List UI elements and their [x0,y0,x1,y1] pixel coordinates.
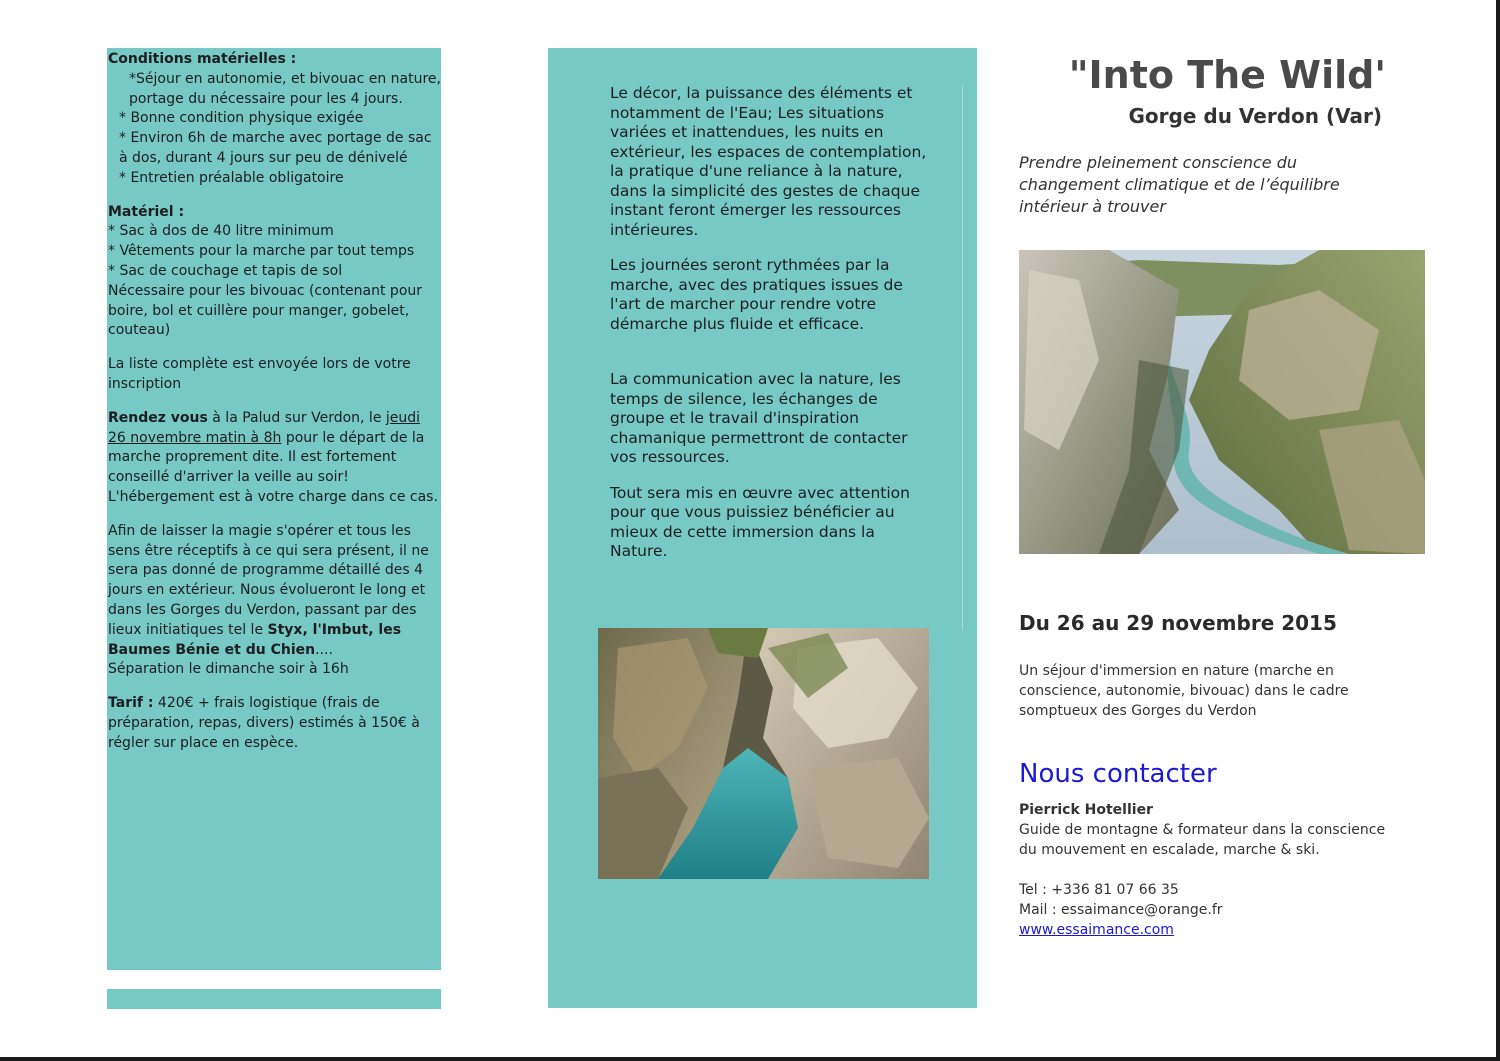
contact-name: Pierrick Hotellier [1019,802,1153,818]
materiel-item: * Sac de couchage et tapis de sol [108,262,343,279]
contact-email: Mail : essaimance@orange.fr [1019,902,1223,918]
website-link[interactable]: www.essaimance.com [1019,922,1174,938]
event-description: Un séjour d'immersion en nature (marche en conscience, autonomie, bivouac) dans le cadre somptueux des Gorges du Verdon [1019,663,1349,719]
page-frame-bottom [0,1057,1500,1061]
magie-paragraph: Afin de laisser la magie s'opérer et tous les sens être réceptifs à ce qui sera présent, il ne sera pas donné de programme détaillé des 4 jours en extérieur. Nous évolueront le long et dans les Gorges du Verdon, passant par des lieux initiatiques tel le Styx, l'Imbut, les Baumes Bénie et du Chien.... [108,522,429,658]
separation-note: Séparation le dimanche soir à 16h [108,661,349,678]
left-panel-text [108,50,442,754]
contact-phone: Tel : +336 81 07 66 35 [1019,882,1179,898]
tarif-paragraph: Tarif : 420€ + frais logistique (frais de préparation, repas, divers) estimés à 150€ à régler sur place en espèce. [108,695,420,751]
middle-panel-text [610,84,930,578]
condition-item: * Entretien préalable obligatoire [119,169,344,186]
river-gorge-photo [598,628,929,879]
brochure-tagline: Prendre pleinement conscience du changement climatique et de l’équilibre intérieur à trouver [1019,153,1340,216]
liste-note: La liste complète est envoyée lors de votre inscription [108,356,411,392]
page-frame-right [1496,0,1500,1061]
middle-paragraph: La communication avec la nature, les temps de silence, les échanges de groupe et le travail d'inspiration chamanique permettront de contacter vos ressources. [610,370,908,466]
verdon-canyon-photo [1019,250,1425,554]
river-gorge-illustration [598,628,929,879]
contact-role: Guide de montagne & formateur dans la conscience du mouvement en escalade, marche & ski. [1019,822,1386,858]
materiel-item: Nécessaire pour les bivouac (contenant pour boire, bol et cuillère pour manger, gobelet, couteau) [108,282,423,339]
middle-paragraph: Le décor, la puissance des éléments et notamment de l'Eau; Les situations variées et inattendues, les nuits en extérieur, les espaces de contemplation, la pratique d'une reliance à la nature, dans la simplicité des gestes de chaque instant feront émerger les ressources intérieures. [610,84,927,239]
middle-paragraph: Les journées seront rythmées par la marche, avec des pratiques issues de l'art de marcher pour rendre votre démarche plus fluide et efficace. [610,256,903,333]
rendez-vous-paragraph: Rendez vous à la Palud sur Verdon, le jeudi 26 novembre matin à 8h pour le départ de la marche proprement dite. Il est fortement conseillé d'arriver la veille au soir! L'hébergement est à votre charge dans ce cas. [108,409,438,505]
contact-block [1019,800,1389,940]
conditions-title: Conditions matérielles : [108,51,297,67]
event-dates: Du 26 au 29 novembre 2015 [1019,611,1337,635]
materiel-item: * Vêtements pour la marche par tout temps [108,243,415,260]
brochure-title: "Into The Wild' [1068,53,1386,97]
brochure-subtitle: Gorge du Verdon (Var) [1128,104,1382,128]
middle-paragraph: Tout sera mis en œuvre avec attention pour que vous puissiez bénéficier au mieux de cette immersion dans la Nature. [610,483,910,560]
condition-item: * Bonne condition physique exigée [119,110,364,127]
contact-heading: Nous contacter [1019,759,1217,789]
left-panel-strip [107,989,441,1009]
middle-panel-divider [962,85,963,630]
condition-item: *Séjour en autonomie, et bivouac en nature, portage du nécessaire pour les 4 jours. [129,70,441,107]
materiel-title: Matériel : [108,203,185,220]
materiel-item: * Sac à dos de 40 litre minimum [108,223,334,240]
condition-item: * Environ 6h de marche avec portage de sac à dos, durant 4 jours sur peu de dénivelé [119,130,432,166]
canyon-illustration [1019,250,1425,554]
